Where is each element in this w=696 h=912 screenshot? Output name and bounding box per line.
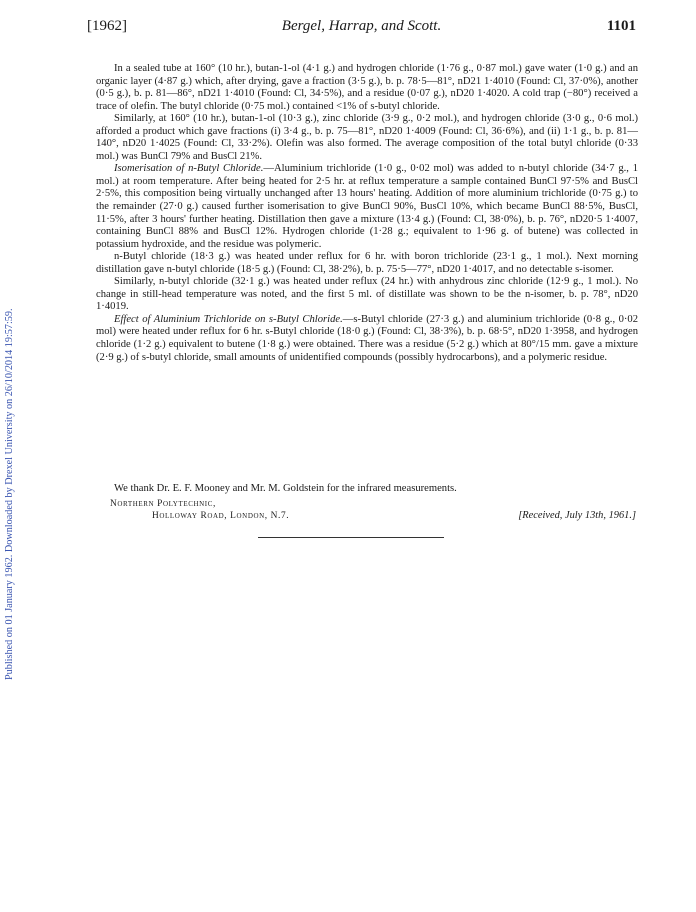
journal-year: [1962] (87, 18, 127, 34)
paragraph: Similarly, n-butyl chloride (32·1 g.) was heated under reflux (24 hr.) with anhydrous zinc chloride (12·9 g., 1 mol.). No change in still-head temperature was noted, and the first 5 ml. of distillate was shown to be the n-isomer, b. p. 78°, nD20 1·4019. (96, 276, 638, 313)
paragraph (96, 163, 638, 251)
paragraph-text: —Aluminium trichloride (1·0 g., 0·02 mol) was added to n-butyl chloride (34·7 g., 1 mol.) at room temperature. After being heated for 2·5 hr. at reflux temperature a sample contained BunCl 97·5% and BusCl 2·5%, this composition being virtually unchanged after 13 hours' heating. Addition of more aluminium trichloride (0·75 g.) to the remainder (27·0 g.) caused further isomerisation to give BunCl 90%, BusCl 10%, which became BunCl 88·5%, BusCl, 11·5%, after 3 hours' further heating. Distillation then gave a mixture (13·4 g.) (Found: Cl, 38·0%), b. p. 76°, nD20·5 1·4007, containing BunCl 88% and BusCl 12%. Hydrogen chloride (1·28 g.; equivalent to 1·96 g. of butene) was collected in potassium hydroxide, and the residue was polymeric. (96, 163, 639, 250)
acknowledgement: We thank Dr. E. F. Mooney and Mr. M. Goldstein for the infrared measurements. (114, 483, 457, 494)
paragraph (96, 314, 638, 364)
paragraph: In a sealed tube at 160° (10 hr.), butan-1-ol (4·1 g.) and hydrogen chloride (1·76 g., 0·87 mol.) gave water (1·0 g.) and an organic layer (4·87 g.) which, after drying, gave a fraction (3·5 g.), b. p. 78·5—81°, nD21 1·4010 (Found: Cl, 37·0%), another (0·5 g.), b. p. 81—86°, nD21 1·4010 (Found: Cl, 34·5%), and a residue (0·07 g.), nD20 1·4020. A cold trap (−80°) received a trace of olefin. The butyl chloride (0·75 mol.) contained <1% of s-butyl chloride. (96, 63, 638, 112)
paragraph: Similarly, at 160° (10 hr.), butan-1-ol (10·3 g.), zinc chloride (3·9 g., 0·2 mol.), and hydrogen chloride (3·0 g., 0·6 mol.) afforded a product which gave fractions (i) 3·4 g., b. p. 75—81°, nD20 1·4009 (Found: Cl, 36·6%), and (ii) 1·1 g., b. p. 81—140°, nD20 1·4025 (Found: Cl, 33·2%). Olefin was also formed. The average composition of the total butyl chloride (0·33 mol.) was BunCl 79% and BusCl 21%. (96, 113, 638, 162)
end-rule (258, 537, 444, 538)
paragraph: n-Butyl chloride (18·3 g.) was heated under reflux for 6 hr. with boron trichloride (23·1 g., 1 mol.). Next morning distillation gave n-butyl chloride (18·5 g.) (Found: Cl, 38·2%), b. p. 75·5—77°, nD20 1·4017, and no detectable s-isomer. (96, 251, 638, 275)
paragraph-text: —s-Butyl chloride (27·3 g.) and aluminium trichloride (0·8 g., 0·02 mol) were heated under reflux for 6 hr. s-Butyl chloride (18·0 g.) (Found: Cl, 38·3%), b. p. 68·5°, nD20 1·3958, and hydrogen chloride (1·2 g.) equivalent to butene (1·8 g.) were obtained. There was a residue (5·2 g.) which at 80°/15 mm. gave a mixture (2·9 g.) of s-butyl chloride, small amounts of unidentified compounds (possibly hydrocarbons), and a polymeric residue. (96, 313, 638, 363)
download-notice: Published on 01 January 1962. Downloaded by Drexel University on 26/10/2014 19:57:59. (4, 308, 15, 680)
page-header (87, 18, 636, 40)
affiliation-line-2: Holloway Road, London, N.7. (152, 511, 290, 521)
running-authors: Bergel, Harrap, and Scott. (281, 18, 442, 34)
section-title: Isomerisation of n-Butyl Chloride. (114, 163, 264, 175)
page-number: 1101 (606, 18, 636, 34)
section-title: Effect of Aluminium Trichloride on s-Butyl Chloride. (114, 313, 343, 325)
experimental-text (96, 63, 638, 364)
affiliation-line-1: Northern Polytechnic, (110, 499, 216, 509)
received-date: [Received, July 13th, 1961.] (518, 510, 636, 521)
